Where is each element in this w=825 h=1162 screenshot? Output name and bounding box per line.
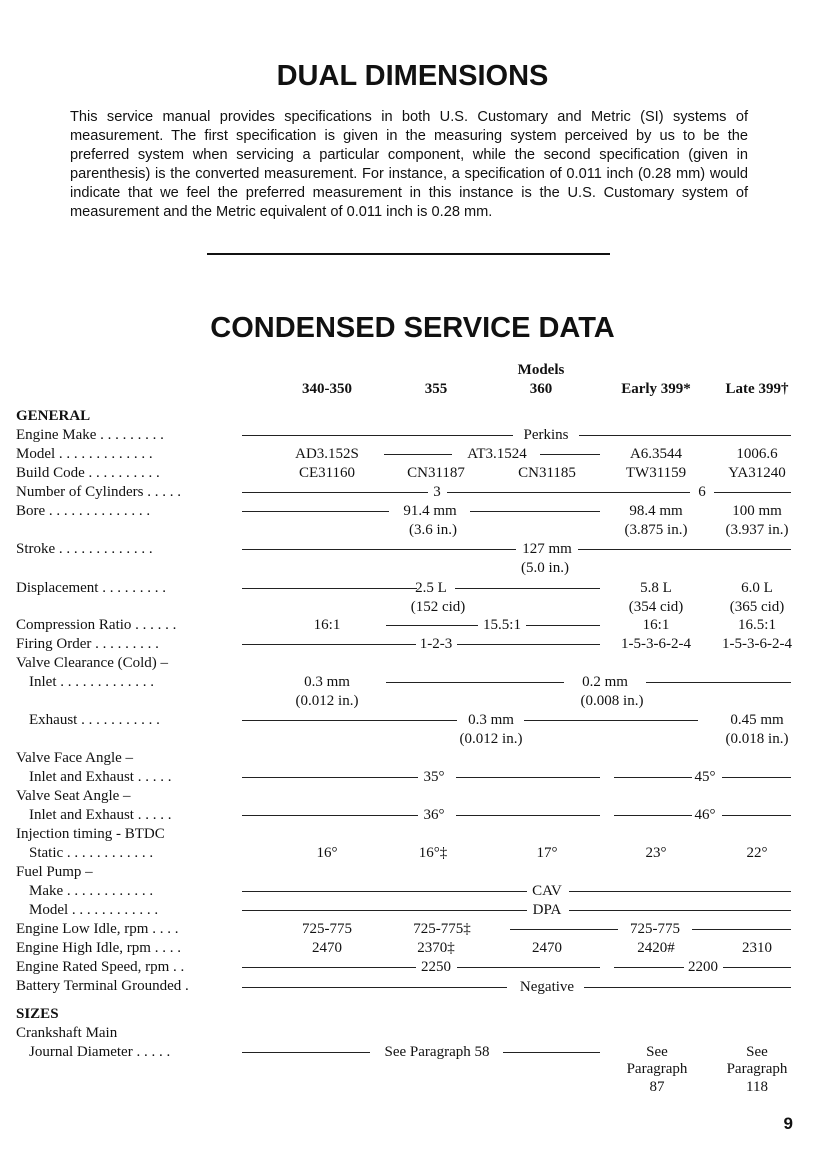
label-rated-speed: Engine Rated Speed, rpm . . — [16, 959, 185, 975]
value-bore-late-in: (3.937 in.) — [725, 522, 789, 538]
value-pump-make: CAV — [532, 883, 562, 899]
label-valve-clearance: Valve Clearance (Cold) – — [16, 655, 169, 671]
dual-dimensions-paragraph: This service manual provides specifications in both U.S. Customary and Metric (SI) systems of measurement. The first specification is given in the measuring system perceived by us to be the preferred system when servicing a particular component, while the second specification (given in parenthesis) is the converted measurement. For instance, a specification of 0.011 inch (0.28 mm) would indicate that we feel the preferred measurement in this instance is the U.S. Customary system of measurement and the Metric equivalent of 0.011 inch is 0.28 mm. — [70, 109, 748, 220]
value-disp-3cyl-cid: (152 cid) — [410, 599, 466, 615]
span-line — [456, 815, 600, 816]
span-line — [723, 967, 791, 968]
label-inlet: Inlet . . . . . . . . . . . . . — [29, 674, 154, 690]
value-static-360: 17° — [536, 845, 558, 861]
span-line — [242, 815, 418, 816]
page-number: 9 — [783, 1114, 793, 1133]
span-line — [526, 625, 600, 626]
value-seat-6cyl: 46° — [694, 807, 716, 823]
value-bore-3cyl-in: (3.6 in.) — [409, 522, 457, 538]
label-valve-face-angle: Valve Face Angle – — [16, 750, 134, 766]
span-line — [569, 891, 791, 892]
label-stroke: Stroke . . . . . . . . . . . . . — [16, 541, 153, 557]
label-cylinders: Number of Cylinders . . . . . — [16, 484, 181, 500]
section-sizes: SIZES — [16, 1006, 59, 1022]
value-face-3cyl: 35° — [423, 769, 445, 785]
value-high-360: 2470 — [532, 940, 562, 956]
value-model-late: 1006.6 — [736, 446, 778, 462]
value-exhaust-late-in: (0.018 in.) — [725, 731, 789, 747]
value-rated-6cyl: 2200 — [688, 959, 718, 975]
value-comp-355-360: 15.5:1 — [483, 617, 521, 633]
span-line — [722, 815, 791, 816]
label-exhaust: Exhaust . . . . . . . . . . . — [29, 712, 160, 728]
label-engine-make: Engine Make . . . . . . . . . — [16, 427, 164, 443]
value-journal-early-2: Paragraph — [626, 1061, 688, 1077]
span-line — [578, 549, 791, 550]
span-line — [455, 588, 600, 589]
label-seat-inlet-exhaust: Inlet and Exhaust . . . . . — [29, 807, 172, 823]
column-header-late-399: Late 399† — [725, 381, 789, 397]
label-displacement: Displacement . . . . . . . . . — [16, 580, 166, 596]
span-line — [386, 625, 478, 626]
label-firing-order: Firing Order . . . . . . . . . — [16, 636, 159, 652]
value-cylinders-3: 3 — [433, 484, 441, 500]
span-line — [456, 777, 600, 778]
column-header-355: 355 — [424, 381, 448, 397]
value-pump-model: DPA — [532, 902, 562, 918]
value-high-early: 2420# — [637, 940, 675, 956]
value-stroke: 127 mm — [522, 541, 572, 557]
section-general: GENERAL — [16, 408, 91, 424]
span-line — [614, 815, 692, 816]
span-line — [457, 644, 600, 645]
span-line — [510, 929, 618, 930]
value-low-355: 725-775‡ — [413, 921, 471, 937]
value-bore-3cyl: 91.4 mm — [403, 503, 457, 519]
span-line — [614, 777, 692, 778]
value-static-late: 22° — [746, 845, 768, 861]
span-line — [584, 987, 791, 988]
value-disp-late-cid: (365 cid) — [729, 599, 785, 615]
span-line — [524, 720, 698, 721]
label-face-inlet-exhaust: Inlet and Exhaust . . . . . — [29, 769, 172, 785]
label-crankshaft: Crankshaft Main — [16, 1025, 118, 1041]
value-disp-late: 6.0 L — [741, 580, 773, 596]
label-build-code: Build Code . . . . . . . . . . — [16, 465, 160, 481]
value-stroke-in: (5.0 in.) — [521, 560, 569, 576]
label-journal-diameter: Journal Diameter . . . . . — [29, 1044, 171, 1060]
value-bore-early: 98.4 mm — [629, 503, 683, 519]
value-exhaust-main: 0.3 mm — [468, 712, 514, 728]
span-line — [242, 588, 417, 589]
span-line — [242, 492, 428, 493]
label-battery: Battery Terminal Grounded . — [16, 978, 189, 994]
label-bore: Bore . . . . . . . . . . . . . . — [16, 503, 151, 519]
span-line — [569, 910, 791, 911]
value-build-late: YA31240 — [728, 465, 786, 481]
span-line — [384, 454, 452, 455]
value-disp-3cyl: 2.5 L — [415, 580, 447, 596]
span-line — [714, 492, 791, 493]
label-fuel-pump: Fuel Pump – — [16, 864, 93, 880]
value-high-340: 2470 — [312, 940, 342, 956]
span-line — [503, 1052, 600, 1053]
value-comp-340: 16:1 — [313, 617, 341, 633]
span-line — [457, 967, 600, 968]
value-rated-3cyl: 2250 — [421, 959, 451, 975]
value-bore-early-in: (3.875 in.) — [624, 522, 688, 538]
value-exhaust-late: 0.45 mm — [730, 712, 784, 728]
label-pump-make: Make . . . . . . . . . . . . — [29, 883, 154, 899]
value-seat-3cyl: 36° — [423, 807, 445, 823]
label-high-idle: Engine High Idle, rpm . . . . — [16, 940, 181, 956]
label-model: Model . . . . . . . . . . . . . — [16, 446, 153, 462]
value-comp-late: 16.5:1 — [738, 617, 776, 633]
value-static-355: 16°‡ — [418, 845, 448, 861]
value-high-late: 2310 — [742, 940, 772, 956]
span-line — [242, 1052, 370, 1053]
label-static: Static . . . . . . . . . . . . — [29, 845, 154, 861]
label-valve-seat-angle: Valve Seat Angle – — [16, 788, 131, 804]
label-pump-model: Model . . . . . . . . . . . . — [29, 902, 159, 918]
value-firing-early: 1-5-3-6-2-4 — [621, 636, 691, 652]
span-line — [579, 435, 791, 436]
value-firing-3cyl: 1-2-3 — [419, 636, 453, 652]
value-engine-make: Perkins — [523, 427, 569, 443]
value-low-rest: 725-775 — [630, 921, 680, 937]
span-line — [242, 910, 527, 911]
span-line — [242, 644, 416, 645]
value-journal-early-3: 87 — [649, 1079, 665, 1095]
span-line — [242, 967, 416, 968]
span-line — [614, 967, 684, 968]
span-line — [447, 492, 690, 493]
span-line — [470, 511, 600, 512]
value-build-early: TW31159 — [625, 465, 687, 481]
section-divider — [207, 253, 610, 255]
value-inlet-340: 0.3 mm — [304, 674, 350, 690]
column-header-360: 360 — [529, 381, 553, 397]
value-build-340: CE31160 — [298, 465, 356, 481]
value-comp-early: 16:1 — [642, 617, 670, 633]
value-build-360: CN31185 — [518, 465, 576, 481]
span-line — [242, 987, 507, 988]
value-firing-late: 1-5-3-6-2-4 — [722, 636, 792, 652]
span-line — [646, 682, 791, 683]
label-low-idle: Engine Low Idle, rpm . . . . — [16, 921, 179, 937]
span-line — [242, 777, 418, 778]
value-journal-3cyl: See Paragraph 58 — [384, 1044, 490, 1060]
label-injection-timing: Injection timing - BTDC — [16, 826, 165, 842]
value-journal-late-1: See — [746, 1044, 768, 1060]
span-line — [242, 891, 527, 892]
value-low-340: 725-775 — [302, 921, 352, 937]
value-disp-early-cid: (354 cid) — [628, 599, 684, 615]
column-header-early-399: Early 399* — [621, 381, 691, 397]
condensed-service-data-title: CONDENSED SERVICE DATA — [210, 312, 615, 344]
span-line — [722, 777, 791, 778]
value-battery: Negative — [519, 979, 575, 995]
value-build-355: CN31187 — [407, 465, 465, 481]
value-exhaust-main-in: (0.012 in.) — [459, 731, 523, 747]
span-line — [242, 511, 389, 512]
value-model-355-360: AT3.1524 — [467, 446, 527, 462]
value-bore-late: 100 mm — [732, 503, 782, 519]
span-line — [242, 720, 457, 721]
value-static-340: 16° — [316, 845, 338, 861]
value-journal-late-3: 118 — [746, 1079, 768, 1095]
span-line — [386, 682, 564, 683]
value-inlet-rest-in: (0.008 in.) — [580, 693, 644, 709]
value-disp-early: 5.8 L — [640, 580, 672, 596]
value-inlet-340-in: (0.012 in.) — [295, 693, 359, 709]
dual-dimensions-title: DUAL DIMENSIONS — [276, 60, 549, 92]
span-line — [242, 435, 513, 436]
value-inlet-rest: 0.2 mm — [582, 674, 628, 690]
column-header-340-350: 340-350 — [302, 381, 352, 397]
value-journal-early-1: See — [646, 1044, 668, 1060]
value-face-6cyl: 45° — [694, 769, 716, 785]
span-line — [692, 929, 791, 930]
models-header: Models — [517, 362, 565, 378]
value-high-355: 2370‡ — [417, 940, 455, 956]
value-journal-late-2: Paragraph — [726, 1061, 788, 1077]
value-model-340: AD3.152S — [295, 446, 359, 462]
value-model-early: A6.3544 — [629, 446, 683, 462]
span-line — [242, 549, 516, 550]
value-static-early: 23° — [645, 845, 667, 861]
span-line — [540, 454, 600, 455]
label-compression: Compression Ratio . . . . . . — [16, 617, 177, 633]
value-cylinders-6: 6 — [698, 484, 706, 500]
